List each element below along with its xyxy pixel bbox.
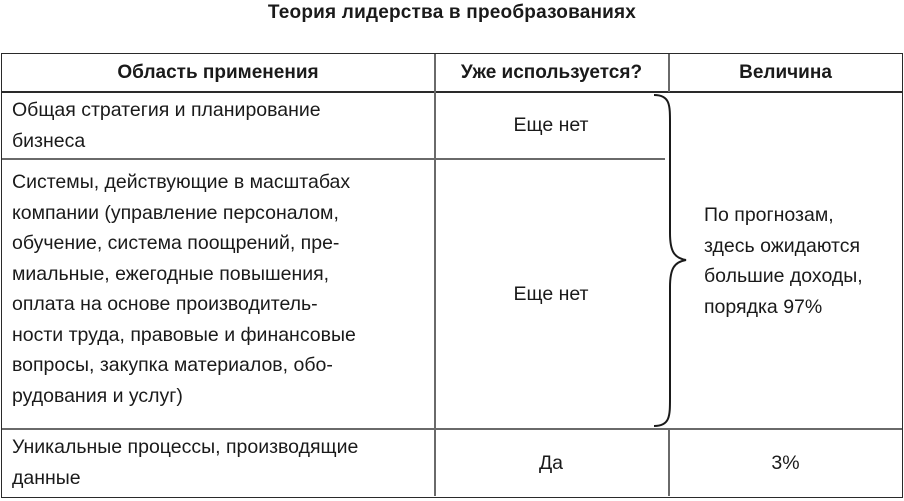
column-divider-2 [668,54,670,92]
header-used: Уже используется? [460,62,643,83]
row-2-area: Системы, действующие в масштабах компании (управление персоналом, обучение, система поощрений, пре- миальные, ежегодные повышения, оплата на основе производитель- ности труда, правовые и финансовые вопросы, закупка материалов, обо- рудования и услуг) [12,171,356,407]
grouped-value: По прогнозам, здесь ожидаются большие доходы, порядка 97% [704,204,863,318]
row-divider-1-left [2,158,436,160]
curly-brace-icon [652,93,688,428]
row-3-area: Уникальные процессы, производящие данные [12,436,359,489]
row-3-used: Да [538,451,564,474]
data-table [1,53,903,498]
row-3-value: 3% [771,451,800,474]
row-1-area: Общая стратегия и планирование бизнеса [12,99,321,152]
header-area: Область применения [117,62,319,83]
row-1-used: Еще нет [513,114,589,136]
table-title: Теория лидерства в преобразованиях [267,2,637,23]
row-2-used: Еще нет [513,282,589,305]
header-value: Величина [739,62,832,83]
